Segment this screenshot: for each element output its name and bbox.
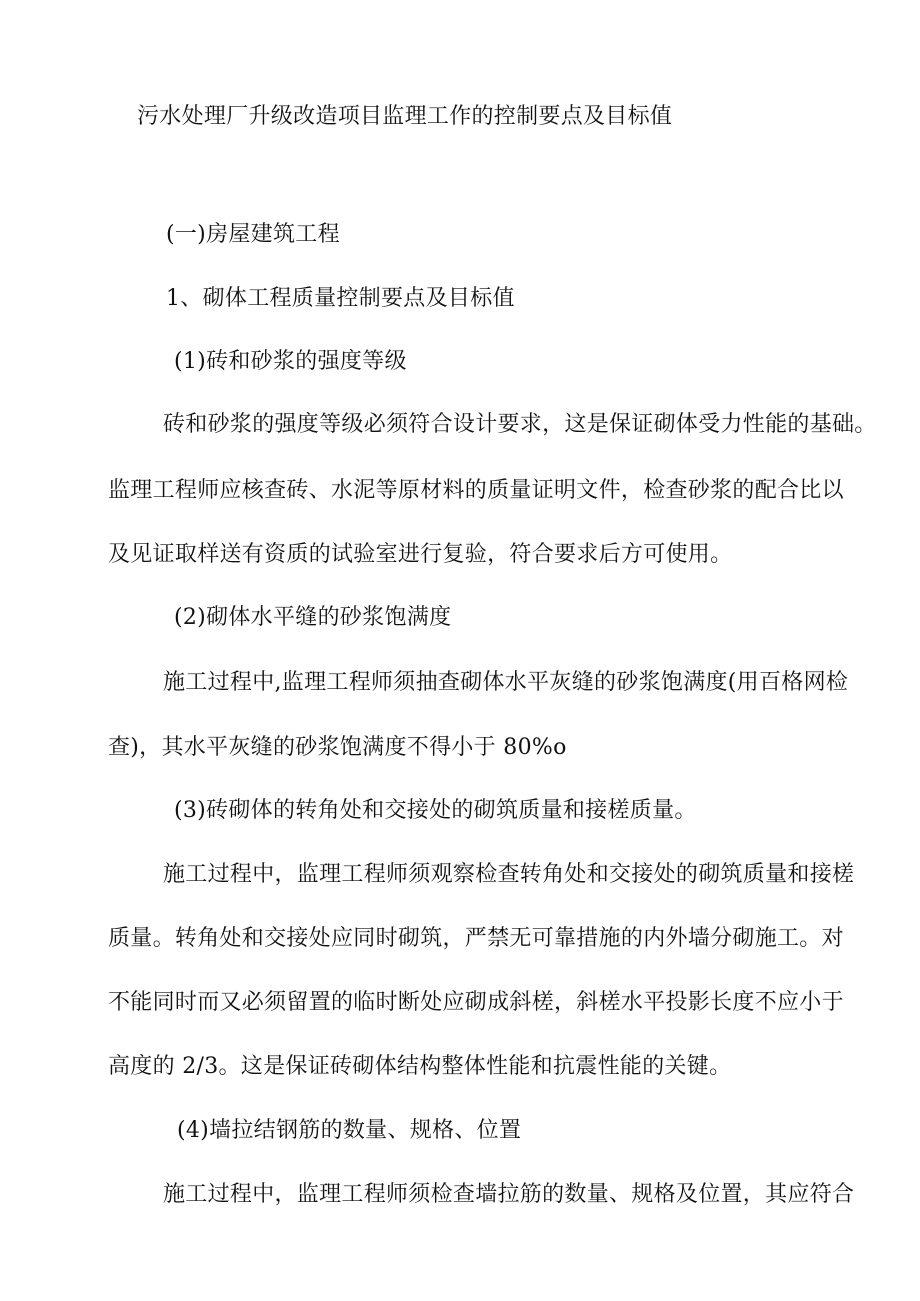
- subsection-heading: 1、砌体工程质量控制要点及目标值: [166, 286, 515, 311]
- item-heading-1: (1)砖和砂浆的强度等级: [174, 349, 407, 374]
- paragraph-line: 查)，其水平灰缝的砂浆饱满度不得小于 80%o: [108, 735, 567, 760]
- paragraph-line: 质量。转角处和交接处应同时砌筑，严禁无可靠措施的内外墙分砌施工。对: [108, 926, 844, 951]
- item-heading-4: (4)墙拉结钢筋的数量、规格、位置: [177, 1118, 522, 1143]
- paragraph-line: 砖和砂浆的强度等级必须符合设计要求，这是保证砌体受力性能的基础。: [163, 412, 877, 437]
- item-heading-3: (3)砖砌体的转角处和交接处的砌筑质量和接槎质量。: [174, 798, 697, 823]
- paragraph-line: 施工过程中，监理工程师须检查墙拉筋的数量、规格及位置，其应符合: [163, 1182, 855, 1207]
- paragraph-line: 不能同时而又必须留置的临时断处应砌成斜槎，斜槎水平投影长度不应小于: [108, 990, 844, 1015]
- document-title: 污水处理厂升级改造项目监理工作的控制要点及目标值: [137, 104, 673, 129]
- paragraph-line: 监理工程师应核查砖、水泥等原材料的质量证明文件，检查砂浆的配合比以: [108, 478, 844, 503]
- item-heading-2: (2)砌体水平缝的砂浆饱满度: [174, 605, 452, 630]
- section-heading: (一)房屋建筑工程: [166, 222, 340, 247]
- paragraph-line: 高度的 2/3。这是保证砖砌体结构整体性能和抗震性能的关键。: [108, 1054, 732, 1079]
- paragraph-line: 施工过程中,监理工程师须抽查砌体水平灰缝的砂浆饱满度(用百格网检: [163, 670, 849, 695]
- paragraph-line: 及见证取样送有资质的试验室进行复验，符合要求后方可使用。: [108, 542, 733, 567]
- paragraph-line: 施工过程中，监理工程师须观察检查转角处和交接处的砌筑质量和接槎: [163, 862, 855, 887]
